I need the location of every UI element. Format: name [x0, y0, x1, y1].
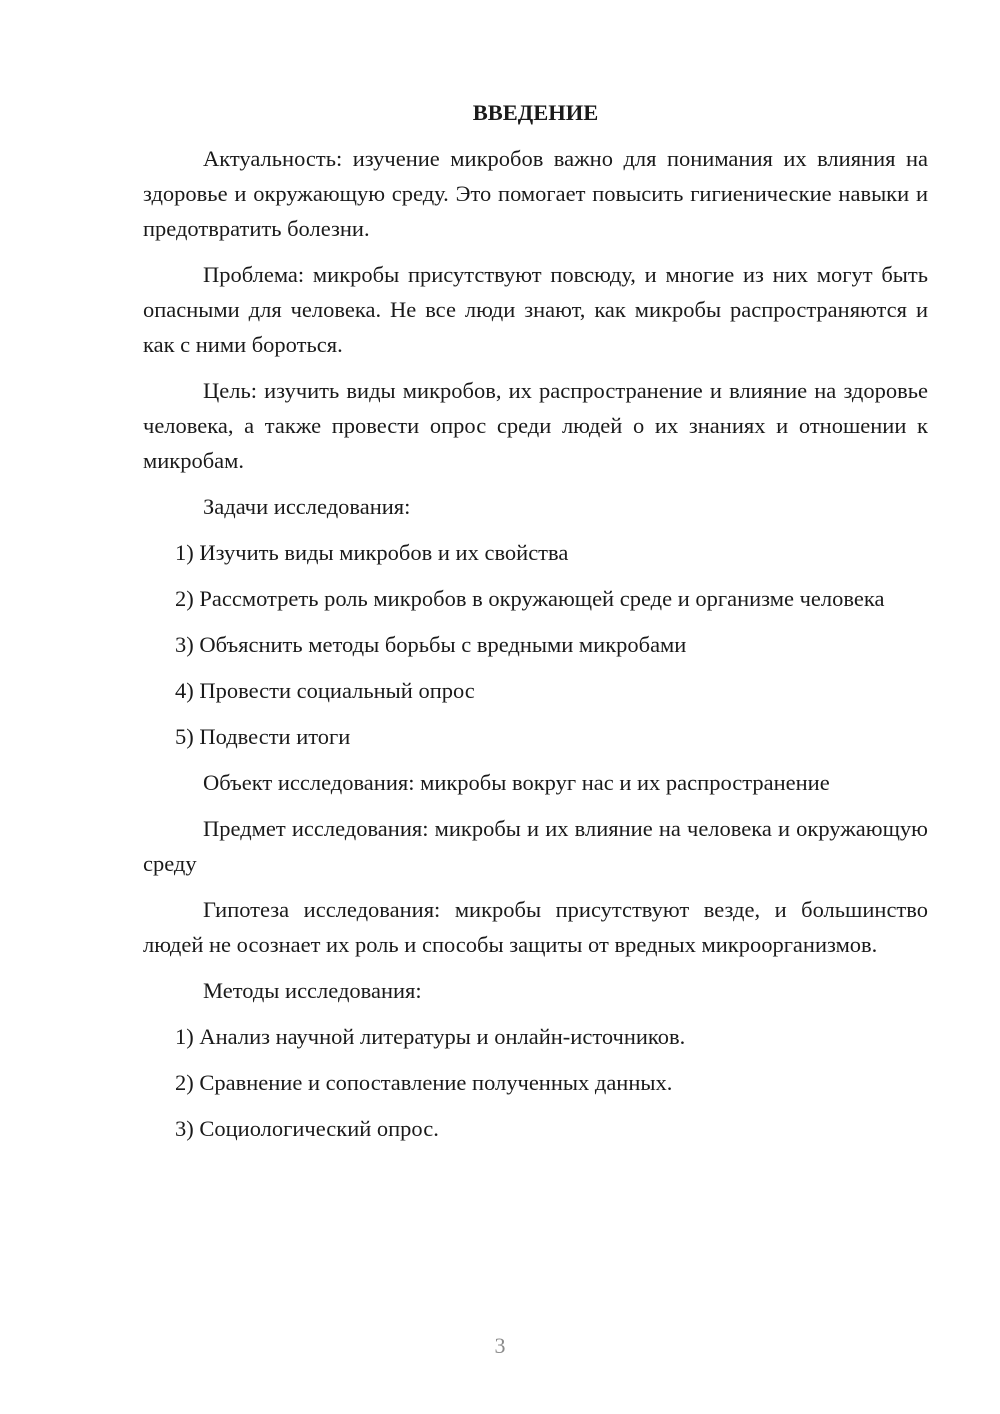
hypothesis-paragraph: Гипотеза исследования: микробы присутствуют везде, и большинство людей не осознает их роль и способы защиты от вредных микроорганизмов. — [143, 897, 928, 957]
object-paragraph: Объект исследования: микробы вокруг нас и их распространение — [203, 770, 830, 795]
goal-paragraph: Цель: изучить виды микробов, их распространение и влияние на здоровье человека, а также провести опрос среди людей о их знаниях и отношении к микробам. — [143, 378, 928, 473]
methods-heading: Методы исследования: — [203, 978, 422, 1003]
tasks-heading: Задачи исследования: — [203, 494, 411, 519]
method-item: 1) Анализ научной литературы и онлайн-источников. — [175, 1024, 686, 1049]
relevance-paragraph: Актуальность: изучение микробов важно для понимания их влияния на здоровье и окружающую среду. Это помогает повысить гигиенические навыки и предотвратить болезни. — [143, 146, 928, 241]
method-item: 2) Сравнение и сопоставление полученных данных. — [175, 1070, 673, 1095]
problem-paragraph: Проблема: микробы присутствуют повсюду, и многие из них могут быть опасными для человека. Не все люди знают, как микробы распространяются и как с ними бороться. — [143, 262, 928, 357]
task-item: 2) Рассмотреть роль микробов в окружающей среде и организме человека — [175, 586, 885, 611]
page-number: 3 — [494, 1333, 506, 1358]
page-title: ВВЕДЕНИЕ — [472, 100, 599, 125]
task-item: 1) Изучить виды микробов и их свойства — [175, 540, 569, 565]
task-item: 3) Объяснить методы борьбы с вредными микробами — [175, 632, 687, 657]
task-item: 4) Провести социальный опрос — [175, 678, 475, 703]
document-page — [143, 95, 928, 1157]
subject-paragraph: Предмет исследования: микробы и их влияние на человека и окружающую среду — [143, 816, 928, 876]
method-item: 3) Социологический опрос. — [175, 1116, 439, 1141]
task-item: 5) Подвести итоги — [175, 724, 351, 749]
